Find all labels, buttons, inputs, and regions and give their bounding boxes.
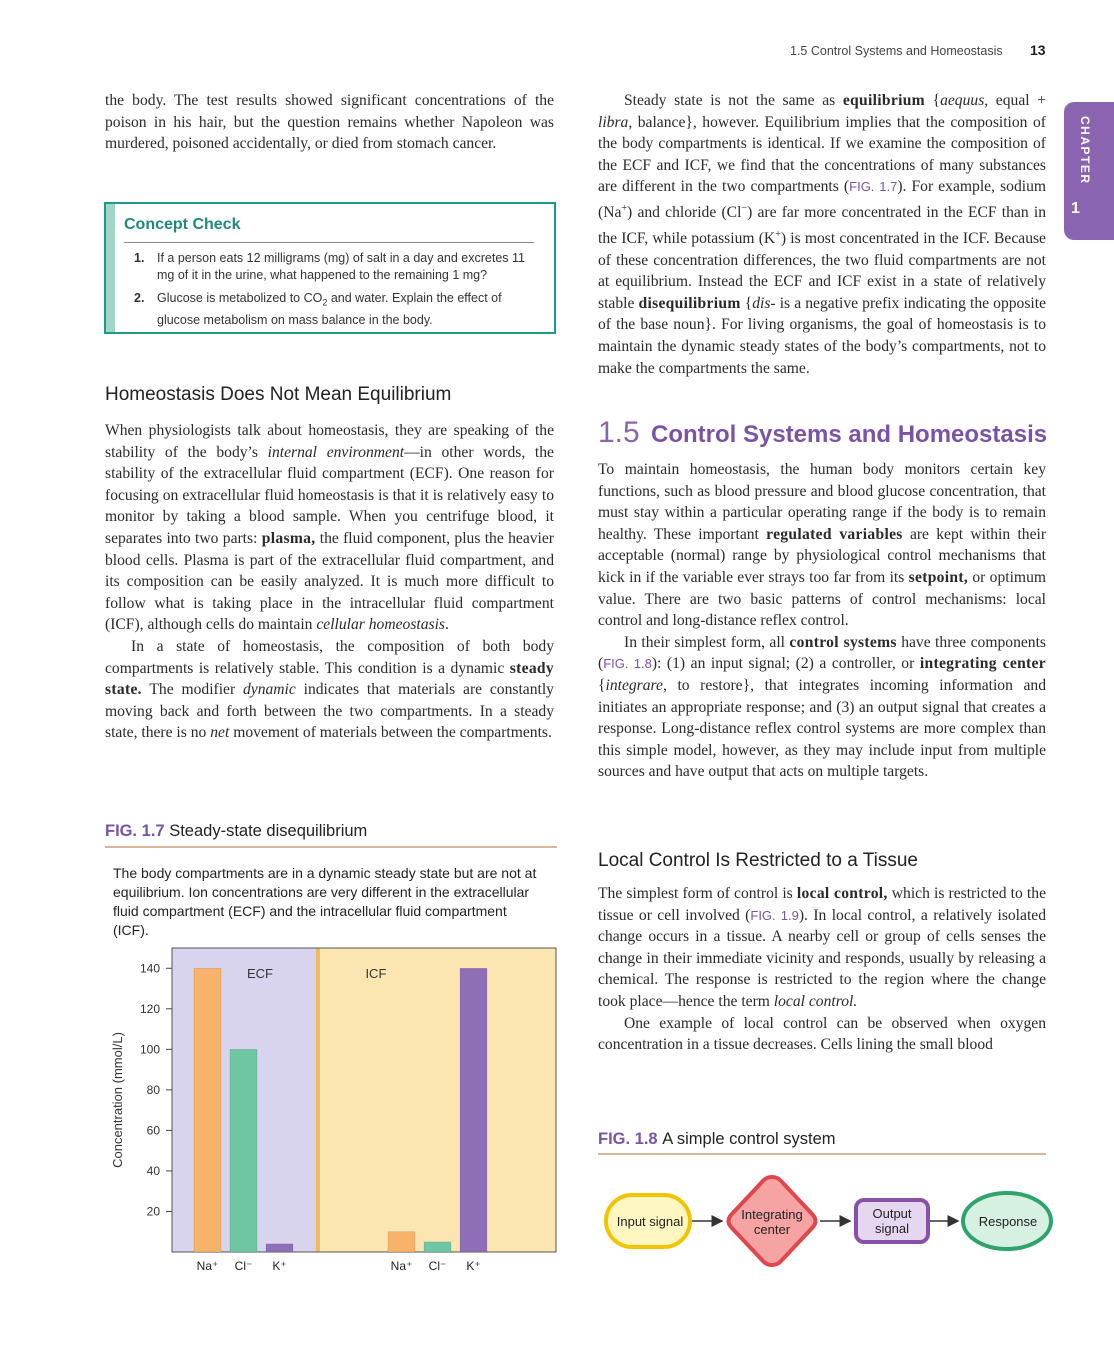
bar-ecf	[230, 1049, 257, 1252]
bar-ecf	[266, 1244, 293, 1252]
chapter-tab-number: 1	[1071, 200, 1080, 217]
y-tick-label: 140	[139, 961, 160, 976]
section-title: Control Systems and Homeostasis	[651, 421, 1048, 448]
fig17-reference[interactable]: FIG. 1.7	[849, 179, 898, 195]
paragraph-homeostasis: When physiologists talk about homeostasis, they are speaking of the stability of the body’s internal environment—in other words, the stability of the extracellular fluid compartment (ECF). One reason for focusing on extracellular fluid homeostasis is that it is relatively easy to monitor by taking a blood sample. When you centrifuge blood, it separates into two parts: plasma, the fluid component, plus the heavier blood cells. Plasma is part of the extracellular fluid compartment, and its composition can be easily analyzed. It is much more difficult to follow what is taking place in the intracellular fluid compartment (ICF), although cells do maintain cellular homeostasis. In a state of homeostasis, the composition of both body compartments is relatively stable. This condition is a dynamic steady state. The modifier dynamic indicates that materials are constantly moving back and forth between the two compartments. In a steady state, there is no net movement of materials between the compartments.	[105, 422, 554, 742]
ecf-label: ECF	[247, 966, 273, 981]
item-number: 2.	[134, 291, 145, 305]
chapter-tab	[1064, 102, 1114, 240]
subheading-local-control: Local Control Is Restricted to a Tissue	[598, 850, 918, 871]
y-tick-label: 80	[146, 1082, 160, 1097]
fig18-reference[interactable]: FIG. 1.8	[603, 656, 652, 672]
icf-region	[318, 948, 556, 1252]
icf-label: ICF	[365, 966, 387, 981]
concept-check-item	[134, 250, 536, 284]
y-tick-label: 60	[146, 1123, 160, 1138]
fig17-title: FIG. 1.7 Steady-state disequilibrium	[105, 822, 368, 840]
fig17-chart	[100, 940, 570, 1280]
running-head-title: 1.5 Control Systems and Homeostasis	[790, 44, 1003, 58]
section-heading: Homeostasis Does Not Mean Equilibrium	[105, 384, 452, 405]
concept-check-divider	[124, 242, 534, 243]
chapter-tab-label: CHAPTER	[1078, 116, 1092, 185]
integrating-center-label: Integrating center	[741, 1207, 803, 1237]
x-tick-label: Na⁺	[390, 1259, 413, 1273]
fig18-title: FIG. 1.8 A simple control system	[598, 1130, 836, 1148]
fig18-rule	[598, 1153, 1046, 1155]
fig17-rule	[105, 846, 557, 848]
y-tick-label: 20	[146, 1204, 160, 1219]
y-tick-label: 120	[139, 1001, 160, 1016]
bar-ecf	[194, 968, 221, 1252]
concept-check-bar	[106, 204, 115, 332]
intro-paragraph: the body. The test results showed significant concentrations of the poison in his hair, but the question remains whether Napoleon was murdered, poisoned accidentally, or died from stomach cancer.	[105, 92, 554, 153]
fig19-reference[interactable]: FIG. 1.9	[750, 907, 799, 923]
concept-check-item	[134, 290, 536, 329]
page-number: 13	[1030, 42, 1046, 58]
x-tick-label: Cl⁻	[234, 1259, 253, 1273]
x-tick-label: K⁺	[466, 1259, 481, 1273]
paragraph-local-control: The simplest form of control is local control, which is restricted to the tissue or cell involved (FIG. 1.9). In local control, a relatively isolated change occurs in a tissue. A nearby cell or group of cells senses the change in their immediate vicinity and responds, usually by releasing a chemical. The response is restricted to the region where the change took place—hence the term local control. One example of local control can be observed when oxygen concentration in a tissue decreases. Cells lining the small blood	[598, 885, 1046, 1054]
item-text: If a person eats 12 milligrams (mg) of salt in a day and excretes 11 mg of it in the urine, what happened to the remaining 1 mg?	[157, 251, 525, 282]
fig17-caption: The body compartments are in a dynamic steady state but are not at equilibrium. Ion concentrations are very different in the extracellular fluid compartment (ECF) and the intracellular fluid compartment (ICF).	[113, 865, 537, 938]
concept-check-box	[104, 202, 556, 334]
paragraph-control-systems: To maintain homeostasis, the human body monitors certain key functions, such as blood pressure and blood glucose concentration, that must stay within a particular operating range if the body is to remain healthy. These important regulated variables are kept within their acceptable (normal) range by physiological control mechanisms that kick in if the variable ever strays too far from its setpoint, or optimum value. There are two basic patterns of control mechanisms: local control and long-distance reflex control. In their simplest form, all control systems have three components (FIG. 1.8): (1) an input signal; (2) a controller, or integrating center {integrare, to restore}, that integrates incoming information and initiates an appropriate response; and (3) an output signal that creates a response. Long-distance reflex control systems are more complex than this simple model, however, as they may include input from multiple sources and have output that acts on multiple targets.	[598, 461, 1047, 781]
bar-icf	[388, 1232, 415, 1252]
x-tick-label: Na⁺	[196, 1259, 219, 1273]
section-number: 1.5	[598, 416, 640, 449]
x-tick-label: Cl⁻	[428, 1259, 447, 1273]
input-signal-label: Input signal	[616, 1213, 684, 1229]
y-axis-label: Concentration (mmol/L)	[110, 1032, 125, 1168]
y-tick-label: 100	[139, 1042, 160, 1057]
bar-icf	[424, 1242, 451, 1252]
compartment-divider	[316, 948, 320, 1252]
output-signal-label: Output signal	[872, 1206, 912, 1236]
item-number: 1.	[134, 251, 145, 265]
concept-check-title: Concept Check	[124, 216, 241, 233]
y-tick-label: 40	[146, 1163, 160, 1178]
paragraph-equilibrium: Steady state is not the same as equilibrium {aequus, equal + libra, balance}, however. Equilibrium implies that the composition of the body compartments is identical. If we examine the composition of the ECF and ICF, we find that the concentrations of many substances are different in the two compartments (FIG. 1.7). For example, sodium (Na+) and chloride (Cl−) are far more concentrated in the ECF than in the ICF, while potassium (K+) is most concentrated in the ICF. Because of these concentration differences, the two fluid compartments are not at equilibrium. Instead the ECF and ICF exist in a state of relatively stable disequilibrium {dis- is a negative prefix indicating the opposite of the base noun}. For living organisms, the goal of homeostasis is to maintain the dynamic steady states of the body’s compartments, not to make the compartments the same.	[598, 92, 1047, 377]
x-tick-label: K⁺	[272, 1259, 287, 1273]
response-label: Response	[978, 1213, 1038, 1229]
bar-icf	[460, 968, 487, 1252]
item-text: Glucose is metabolized to $CO_2$ and water. Explain the effect of glucose metabolism on mass balance in the body.	[157, 291, 502, 327]
